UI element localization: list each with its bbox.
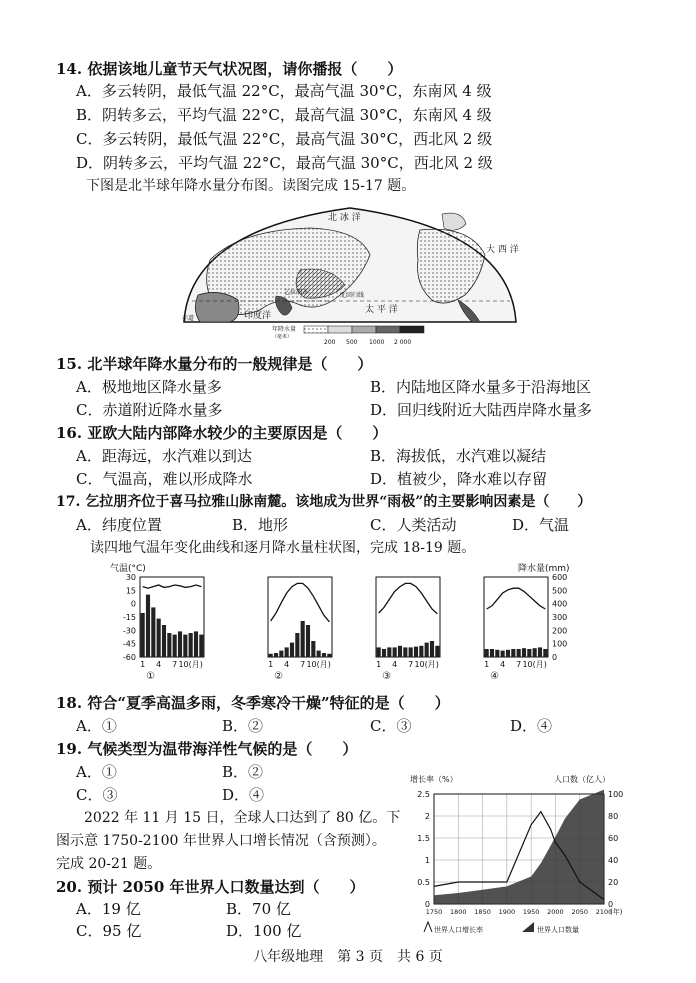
q19-option-b: B．② [222,763,264,781]
intro-20-21-line1: 2022 年 11 月 15 日，全球人口达到了 80 亿。下 [84,810,401,826]
greenland-landmass [442,213,466,230]
precip-tick: 0 [552,653,558,662]
legend-swatch-5 [400,326,424,333]
q20-option-c: C．95 亿 [76,922,142,940]
q19-option-c: C．③ [76,786,118,804]
pop-right-tick: 0 [608,900,614,909]
q19-option-a: A．① [76,763,117,781]
q17-option-c: C．人类活动 [370,516,457,534]
legend-tick-200: 200 [324,339,336,346]
month-tick: 1 [140,660,146,669]
legend-pop-label: 世界人口数量 [537,926,579,934]
q16-option-c: C．气温高，难以形成降水 [76,470,253,488]
q16-option-a: A．距海远，水汽难以到达 [76,447,252,465]
pop-left-tick: 0.5 [417,878,430,887]
precip-bar [290,643,294,657]
pop-left-tick: 1 [424,856,430,865]
month-tick: 7 [300,660,306,669]
q15-option-c: C．赤道附近降水量多 [76,401,223,419]
temp-tick: 15 [125,586,136,596]
pop-x-unit: (年) [610,908,623,916]
q20-option-a: A．19 亿 [76,900,141,918]
precip-bar [409,647,413,657]
precip-bar [533,648,537,657]
legend-pop-icon [522,922,534,932]
q17-option-a: A．纬度位置 [76,516,162,534]
precip-bar [517,649,521,657]
q14-stem: 14. 依据该地儿童节天气状况图，请你播报（ ） [56,60,403,78]
precip-bar [387,647,391,657]
pop-left-tick: 2.5 [417,790,430,799]
q17-stem: 17. 乞拉朋齐位于喜马拉雅山脉南麓。该地成为世界“雨极”的主要影响因素是（ ） [56,494,592,510]
precip-bar [425,643,429,657]
africa-landmass [195,292,239,322]
precip-bar [162,625,166,657]
precip-bar [377,647,381,657]
precip-tick: 500 [552,586,568,596]
precip-bar [485,649,489,657]
month-tick: 1 [484,660,490,669]
precip-bar [146,595,150,657]
precip-tick: 200 [552,626,568,636]
q16-option-d: D．植被少，降水难以存留 [370,470,548,488]
page-footer: 八年级地理 第 3 页 共 6 页 [253,949,443,965]
precip-bar [317,651,321,657]
precip-bar [495,650,499,657]
tropic-label: 北回归线 [340,292,365,299]
precip-bar [279,651,283,657]
q15-option-a: A．极地地区降水量多 [76,378,222,396]
equator-label: 赤道 [182,315,195,322]
pop-right-tick: 20 [608,878,619,887]
precip-tick: 100 [552,639,568,649]
month-tick: 4 [156,660,162,669]
climate-chart-label: ② [274,671,284,682]
legend-tick-1000: 1000 [369,339,385,346]
precip-tick: 300 [552,613,568,622]
month-tick: 7 [172,660,178,669]
climate-chart-frame [484,577,548,657]
temp-axis-label: 气温(°C) [110,564,146,574]
precip-bar [382,649,386,657]
precip-bar [522,648,526,657]
cherrapunji-label: 乞拉朋齐 [284,289,309,296]
precip-bar [543,649,547,657]
pop-x-tick: 2000 [547,908,564,916]
q18-option-a: A．① [76,717,117,735]
precip-bar [189,633,193,657]
climate-chart-frame [268,577,332,657]
legend-swatch-1 [304,326,328,333]
temp-tick: -15 [122,613,136,622]
temp-tick: 0 [130,599,136,609]
legend-swatch-2 [328,326,352,333]
month-tick: 10(月) [522,660,547,669]
climate-charts [110,563,590,688]
legend-rate-label: 世界人口增长率 [434,926,483,934]
precip-bar [199,635,203,657]
intro-20-21-line3: 完成 20-21 题。 [56,856,162,872]
temp-tick: -30 [122,626,136,636]
legend-swatch-4 [376,326,400,333]
precip-bar [157,619,161,657]
q14-option-c: C．多云转阴，最低气温 22°C，最高气温 30°C，西北风 2 级 [76,130,493,148]
q15-option-d: D．回归线附近大陆西岸降水量多 [370,401,593,419]
precip-bar [490,649,494,657]
atlantic-ocean-label: 大 西 洋 [486,245,519,255]
temp-curve [487,588,546,609]
legend-unit: （毫米） [272,334,293,340]
pop-right-axis-label: 人口数（亿人） [554,775,610,784]
q20-option-b: B．70 亿 [226,900,291,918]
pop-left-tick: 0 [424,900,430,909]
temp-curve [271,583,330,621]
month-tick: 4 [392,660,398,669]
month-tick: 1 [376,660,382,669]
precip-bar [269,654,273,657]
legend-tick-2000: 2 000 [394,339,412,346]
legend-rate-icon [424,922,432,932]
precip-bar [295,633,299,657]
precip-bar [398,646,402,657]
precip-bar [538,647,542,657]
q16-stem: 16. 亚欧大陆内部降水较少的主要原因是（ ） [56,424,388,442]
pop-x-tick: 1850 [474,908,491,916]
precip-bar [501,651,505,657]
q17-option-d: D．气温 [512,516,570,534]
temp-tick: -45 [122,639,136,649]
month-tick: 4 [500,660,506,669]
q14-option-d: D．阴转多云，平均气温 22°C，最高气温 30°C，西北风 2 级 [76,154,493,172]
intro-20-21-line2: 图示意 1750-2100 年世界人口增长情况（含预测）。 [56,833,386,849]
q20-option-d: D．100 亿 [226,922,302,940]
month-tick: 7 [408,660,414,669]
precip-bar [167,633,171,657]
climate-chart-label: ④ [490,671,500,682]
legend-swatch-3 [352,326,376,333]
month-tick: 10(月) [306,660,331,669]
precip-bar [151,607,155,657]
climate-chart-label: ③ [382,671,392,682]
precipitation-map [180,200,520,350]
pop-left-axis-label: 增长率（%） [410,775,458,784]
pop-left-tick: 2 [424,812,430,821]
precip-bar [183,635,187,657]
precip-axis-label: 降水量(mm) [518,564,570,574]
q18-option-b: B．② [222,717,264,735]
precip-bar [506,650,510,657]
precip-bar [178,631,182,657]
month-tick: 10(月) [414,660,439,669]
q15-stem: 15. 北半球年降水量分布的一般规律是（ ） [56,355,373,373]
precip-bar [311,641,315,657]
q14-option-a: A．多云转阴，最低气温 22°C，最高气温 30°C，东南风 4 级 [76,82,492,100]
legend-title: 年降水量 [272,326,297,333]
precip-bar [141,613,145,657]
pop-right-tick: 60 [608,834,619,843]
pacific-ocean-label: 太 平 洋 [365,305,398,315]
pop-x-tick: 2050 [571,908,588,916]
precip-bar [285,647,289,657]
precip-bar [322,653,326,657]
q14-option-b: B．阴转多云，平均气温 22°C，最高气温 30°C，东南风 4 级 [76,106,492,124]
month-tick: 7 [516,660,522,669]
population-area [434,790,604,904]
q15-option-b: B．内陆地区降水量多于沿海地区 [370,378,592,396]
q18-option-d: D．④ [510,717,553,735]
q18-stem: 18. 符合“夏季高温多雨，冬季寒冷干燥”特征的是（ ） [56,694,450,712]
month-tick: 4 [284,660,290,669]
precip-bar [306,625,310,657]
q19-stem: 19. 气候类型为温带海洋性气候的是（ ） [56,740,358,758]
precip-bar [194,631,198,657]
precip-bar [327,654,331,657]
pop-right-tick: 40 [608,856,619,865]
legend-tick-500: 500 [346,339,358,346]
arctic-ocean-label: 北 冰 洋 [328,213,361,223]
precip-tick: 400 [552,599,568,609]
pop-right-tick: 100 [608,790,624,799]
pop-right-tick: 80 [608,812,619,821]
q17-option-b: B．地形 [232,516,289,534]
pop-x-tick: 1750 [425,908,443,916]
precip-bar [173,635,177,657]
precip-bar [301,621,305,657]
temp-tick: -60 [122,653,136,662]
intro-15-17: 下图是北半球年降水量分布图。读图完成 15-17 题。 [86,178,416,194]
q16-option-b: B．海拔低，水汽难以凝结 [370,447,547,465]
temp-tick: 30 [125,573,136,582]
precip-bar [274,653,278,657]
q19-option-d: D．④ [222,786,265,804]
month-tick: 10(月) [178,660,203,669]
precip-bar [511,649,515,657]
temp-curve [143,585,202,588]
temp-curve [379,583,438,613]
precip-bar [403,647,407,657]
precip-bar [430,641,434,657]
precip-bar [414,647,418,657]
pop-left-tick: 1.5 [417,834,430,843]
pop-x-tick: 1900 [498,908,516,916]
pop-x-tick: 1800 [450,908,467,916]
precip-bar [419,646,423,657]
population-chart [404,772,648,938]
precip-bar [435,646,439,657]
intro-18-19: 读四地气温年变化曲线和逐月降水量柱状图，完成 18-19 题。 [90,540,476,556]
q20-stem: 20. 预计 2050 年世界人口数量达到（ ） [56,878,365,896]
precip-tick: 600 [552,573,568,582]
pop-x-tick: 1950 [522,908,540,916]
month-tick: 1 [268,660,274,669]
precip-bar [527,649,531,657]
climate-chart-label: ① [146,671,156,682]
precip-bar [393,647,397,657]
indian-ocean-label: 印度洋 [244,311,272,321]
q18-option-c: C．③ [370,717,412,735]
pop-x-tick: 2100 [595,908,613,916]
